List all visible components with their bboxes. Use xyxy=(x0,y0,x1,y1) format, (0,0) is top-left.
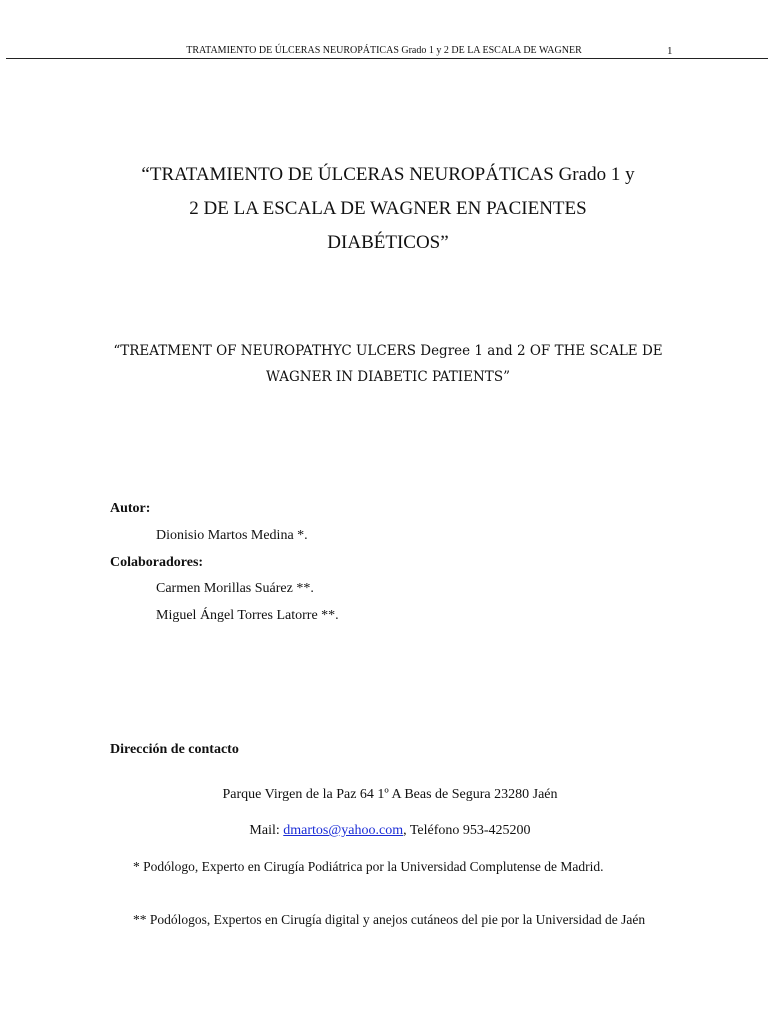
title-spanish xyxy=(90,158,686,260)
mail-prefix: Mail: xyxy=(249,823,284,838)
collaborators-label: Colaboradores: xyxy=(110,555,204,570)
contact-address: Parque Virgen de la Paz 64 1º A Beas de Segura 23280 Jaén xyxy=(222,787,558,802)
footnote-author: * Podólogo, Experto en Cirugía Podiátrica por la Universidad Complutense de Madrid. xyxy=(133,859,604,874)
email-link[interactable]: dmartos@yahoo.com xyxy=(283,823,404,838)
title-english xyxy=(100,338,676,390)
running-title: TRATAMIENTO DE ÚLCERAS NEUROPÁTICAS Grado 1 y 2 DE LA ESCALA DE WAGNER xyxy=(186,45,582,56)
page-header xyxy=(6,42,768,59)
title-spanish-line-2: 2 DE LA ESCALA DE WAGNER EN PACIENTES xyxy=(189,198,587,219)
contact-mail-line xyxy=(100,823,680,839)
title-english-line-2: WAGNER IN DIABETIC PATIENTS” xyxy=(266,369,510,385)
page-number: 1 xyxy=(667,45,673,57)
collaborator-name-1: Carmen Morillas Suárez **. xyxy=(156,581,314,596)
phone-text: , Teléfono 953-425200 xyxy=(403,823,531,838)
contact-label: Dirección de contacto xyxy=(110,742,239,757)
author-label: Autor: xyxy=(110,501,151,516)
title-spanish-line-3: DIABÉTICOS” xyxy=(327,232,449,253)
footnote-collaborators: ** Podólogos, Expertos en Cirugía digital y anejos cutáneos del pie por la Universidad de Jaén xyxy=(133,912,646,927)
title-spanish-line-1: “TRATAMIENTO DE ÚLCERAS NEUROPÁTICAS Grado 1 y xyxy=(141,164,635,185)
title-english-line-1: “TREATMENT OF NEUROPATHYC ULCERS Degree 1 and 2 OF THE SCALE DE xyxy=(113,343,663,359)
author-name: Dionisio Martos Medina *. xyxy=(156,528,308,543)
collaborator-name-2: Miguel Ángel Torres Latorre **. xyxy=(156,608,339,623)
